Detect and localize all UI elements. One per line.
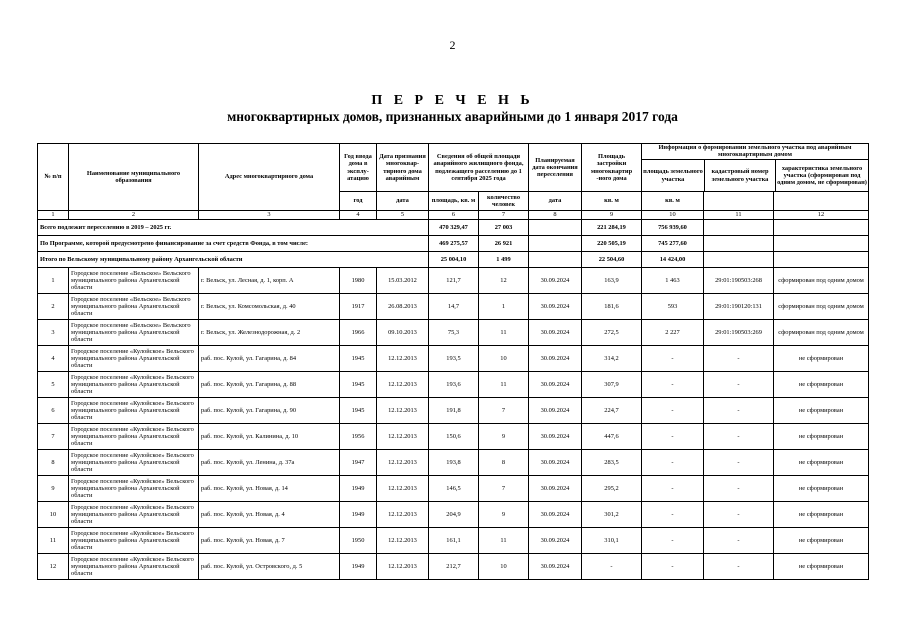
row-cadastral: 29:01:190503:268 — [704, 268, 774, 294]
row-people: 9 — [479, 424, 529, 450]
row-characteristic: не сформирован — [774, 502, 869, 528]
row-municipality: Городское поселение «Вельское» Вельского муниципального района Архангельской области — [69, 320, 199, 346]
row-people: 11 — [479, 528, 529, 554]
row-address: раб. пос. Кулой, ул. Новая, д. 14 — [199, 476, 340, 502]
row-planned-date: 30.09.2024 — [529, 294, 582, 320]
header-building-area: Площадь застройки многоквартир -ного дома — [582, 144, 642, 192]
row-municipality: Городское поселение «Кулойское» Вельского муниципального района Архангельской области — [69, 502, 199, 528]
summary-people: 1 499 — [479, 252, 529, 268]
row-people: 11 — [479, 320, 529, 346]
page-number: 2 — [449, 38, 456, 52]
table-row — [38, 346, 869, 372]
summary-people: 26 921 — [479, 236, 529, 252]
row-building-area: - — [582, 554, 642, 580]
column-number-10: 10 — [642, 211, 704, 220]
column-number-11: 11 — [704, 211, 774, 220]
row-municipality: Городское поселение «Кулойское» Вельского муниципального района Архангельской области — [69, 528, 199, 554]
row-cadastral: - — [704, 398, 774, 424]
row-building-area: 447,6 — [582, 424, 642, 450]
row-people: 9 — [479, 502, 529, 528]
header-num: № п/п — [38, 144, 69, 211]
row-emergency-date: 12.12.2013 — [377, 372, 429, 398]
summary-blank — [529, 252, 582, 268]
row-address: раб. пос. Кулой, ул. Калинина, д. 10 — [199, 424, 340, 450]
row-characteristic: не сформирован — [774, 528, 869, 554]
subheader-sqm: кв. м — [582, 192, 642, 211]
subheader-date2: дата — [529, 192, 582, 211]
row-people: 12 — [479, 268, 529, 294]
row-building-area: 224,7 — [582, 398, 642, 424]
row-municipality: Городское поселение «Кулойское» Вельского муниципального района Архангельской области — [69, 476, 199, 502]
row-planned-date: 30.09.2024 — [529, 424, 582, 450]
subheader-area: площадь, кв. м — [429, 192, 479, 211]
row-number: 12 — [38, 554, 69, 580]
row-emergency-date: 26.08.2013 — [377, 294, 429, 320]
table-row — [38, 294, 869, 320]
row-land-area: - — [642, 450, 704, 476]
row-address: раб. пос. Кулой, ул. Гагарина, д. 84 — [199, 346, 340, 372]
summary-blank — [529, 220, 582, 236]
row-address: г. Вельск, ул. Комсомольская, д. 40 — [199, 294, 340, 320]
row-building-area: 283,5 — [582, 450, 642, 476]
row-land-area: - — [642, 424, 704, 450]
row-characteristic: не сформирован — [774, 450, 869, 476]
row-municipality: Городское поселение «Кулойское» Вельского муниципального района Архангельской области — [69, 450, 199, 476]
row-address: раб. пос. Кулой, ул. Ленина, д. 37а — [199, 450, 340, 476]
summary-blank — [774, 220, 869, 236]
summary-blank — [774, 252, 869, 268]
summary-people: 27 003 — [479, 220, 529, 236]
row-year: 1956 — [340, 424, 377, 450]
row-area: 150,6 — [429, 424, 479, 450]
header-municipality: Наименование муниципального образования — [69, 144, 199, 211]
table-row — [38, 450, 869, 476]
row-number: 3 — [38, 320, 69, 346]
table-row — [38, 502, 869, 528]
summary-land-area: 756 939,60 — [642, 220, 704, 236]
header-address: Адрес многоквартирного дома — [199, 144, 340, 211]
row-land-area: - — [642, 372, 704, 398]
row-year: 1945 — [340, 398, 377, 424]
row-land-area: - — [642, 528, 704, 554]
row-cadastral: - — [704, 424, 774, 450]
row-address: раб. пос. Кулой, ул. Новая, д. 7 — [199, 528, 340, 554]
subheader-blank-2 — [774, 192, 869, 211]
row-number: 11 — [38, 528, 69, 554]
header-cadastral: кадастровый номер земельного участка — [705, 160, 776, 191]
row-land-area: - — [642, 554, 704, 580]
row-address: раб. пос. Кулой, ул. Гагарина, д. 88 — [199, 372, 340, 398]
row-people: 10 — [479, 346, 529, 372]
row-year: 1966 — [340, 320, 377, 346]
summary-blank — [704, 220, 774, 236]
column-number-1: 1 — [38, 211, 69, 220]
row-area: 146,5 — [429, 476, 479, 502]
subheader-date: дата — [377, 192, 429, 211]
row-emergency-date: 12.12.2013 — [377, 554, 429, 580]
column-number-6: 6 — [429, 211, 479, 220]
row-building-area: 314,2 — [582, 346, 642, 372]
column-number-12: 12 — [774, 211, 869, 220]
row-emergency-date: 12.12.2013 — [377, 398, 429, 424]
header-emergency-date: Дата признания многоквар- тирного дома аварийным — [377, 144, 429, 192]
summary-building-area: 22 504,60 — [582, 252, 642, 268]
row-cadastral: 29:01:190120:131 — [704, 294, 774, 320]
row-planned-date: 30.09.2024 — [529, 528, 582, 554]
header-land-info: Информация о формировании земельного участка под аварийным многоквартирным домом — [642, 144, 868, 160]
row-area: 193,8 — [429, 450, 479, 476]
row-building-area: 163,9 — [582, 268, 642, 294]
summary-area: 470 329,47 — [429, 220, 479, 236]
summary-blank — [704, 236, 774, 252]
row-people: 1 — [479, 294, 529, 320]
subheader-sqm2: кв. м — [642, 192, 704, 211]
row-number: 4 — [38, 346, 69, 372]
row-planned-date: 30.09.2024 — [529, 476, 582, 502]
table-row — [38, 320, 869, 346]
row-building-area: 181,6 — [582, 294, 642, 320]
header-planned-date: Планируемая дата окончания переселения — [529, 144, 582, 192]
header-land-group — [642, 144, 869, 192]
row-area: 75,3 — [429, 320, 479, 346]
table-row — [38, 476, 869, 502]
row-people: 7 — [479, 398, 529, 424]
header-land-area: площадь земельного участка — [642, 160, 705, 191]
row-number: 1 — [38, 268, 69, 294]
row-cadastral: - — [704, 346, 774, 372]
row-address: г. Вельск, ул. Лесная, д. 1, корп. А — [199, 268, 340, 294]
row-address: раб. пос. Кулой, ул. Островского, д. 5 — [199, 554, 340, 580]
document-title: П Е Р Е Ч Е Н Ь — [371, 93, 534, 108]
row-emergency-date: 12.12.2013 — [377, 476, 429, 502]
row-building-area: 272,5 — [582, 320, 642, 346]
document-subtitle: многоквартирных домов, признанных аварийными до 1 января 2017 года — [227, 109, 678, 124]
row-year: 1945 — [340, 372, 377, 398]
row-number: 7 — [38, 424, 69, 450]
row-number: 6 — [38, 398, 69, 424]
summary-blank — [529, 236, 582, 252]
row-cadastral: 29:01:190503:269 — [704, 320, 774, 346]
row-area: 161,1 — [429, 528, 479, 554]
row-planned-date: 30.09.2024 — [529, 398, 582, 424]
row-emergency-date: 12.12.2013 — [377, 502, 429, 528]
summary-building-area: 221 284,19 — [582, 220, 642, 236]
table-row — [38, 528, 869, 554]
row-area: 121,7 — [429, 268, 479, 294]
column-number-8: 8 — [529, 211, 582, 220]
row-address: раб. пос. Кулой, ул. Гагарина, д. 90 — [199, 398, 340, 424]
row-characteristic: не сформирован — [774, 346, 869, 372]
table-row — [38, 554, 869, 580]
table-row — [38, 372, 869, 398]
row-land-area: - — [642, 502, 704, 528]
row-people: 8 — [479, 450, 529, 476]
subheader-blank-1 — [704, 192, 774, 211]
summary-land-area: 745 277,60 — [642, 236, 704, 252]
table-row — [38, 268, 869, 294]
row-number: 10 — [38, 502, 69, 528]
column-number-row — [38, 211, 869, 220]
row-address: раб. пос. Кулой, ул. Новая, д. 4 — [199, 502, 340, 528]
row-land-area: - — [642, 398, 704, 424]
row-planned-date: 30.09.2024 — [529, 450, 582, 476]
row-planned-date: 30.09.2024 — [529, 346, 582, 372]
header-year: Год ввода дома в эксплу- атацию — [340, 144, 377, 192]
row-number: 5 — [38, 372, 69, 398]
row-characteristic: сформирован под одним домом — [774, 268, 869, 294]
emergency-housing-table — [37, 143, 869, 580]
row-area: 193,6 — [429, 372, 479, 398]
row-year: 1949 — [340, 502, 377, 528]
summary-row — [38, 236, 869, 252]
row-emergency-date: 12.12.2013 — [377, 424, 429, 450]
summary-row — [38, 252, 869, 268]
row-address: г. Вельск, ул. Железнодорожная, д. 2 — [199, 320, 340, 346]
header-area-info: Сведения об общей площади аварийного жилищного фонда, подлежащего расселению до 1 сентября 2025 года — [429, 144, 529, 192]
summary-area: 25 004,10 — [429, 252, 479, 268]
summary-blank — [774, 236, 869, 252]
row-year: 1947 — [340, 450, 377, 476]
row-land-area: - — [642, 346, 704, 372]
column-number-7: 7 — [479, 211, 529, 220]
subheader-year: год — [340, 192, 377, 211]
row-characteristic: сформирован под одним домом — [774, 294, 869, 320]
row-year: 1917 — [340, 294, 377, 320]
row-year: 1980 — [340, 268, 377, 294]
column-number-4: 4 — [340, 211, 377, 220]
row-emergency-date: 12.12.2013 — [377, 450, 429, 476]
row-planned-date: 30.09.2024 — [529, 268, 582, 294]
row-building-area: 301,2 — [582, 502, 642, 528]
row-municipality: Городское поселение «Кулойское» Вельского муниципального района Архангельской области — [69, 554, 199, 580]
row-people: 10 — [479, 554, 529, 580]
row-characteristic: не сформирован — [774, 554, 869, 580]
row-year: 1949 — [340, 476, 377, 502]
row-planned-date: 30.09.2024 — [529, 554, 582, 580]
row-municipality: Городское поселение «Кулойское» Вельского муниципального района Архангельской области — [69, 346, 199, 372]
row-people: 7 — [479, 476, 529, 502]
row-building-area: 295,2 — [582, 476, 642, 502]
row-emergency-date: 09.10.2013 — [377, 320, 429, 346]
row-characteristic: не сформирован — [774, 476, 869, 502]
column-number-3: 3 — [199, 211, 340, 220]
column-number-9: 9 — [582, 211, 642, 220]
row-area: 204,9 — [429, 502, 479, 528]
summary-row — [38, 220, 869, 236]
row-municipality: Городское поселение «Кулойское» Вельского муниципального района Архангельской области — [69, 398, 199, 424]
row-area: 191,8 — [429, 398, 479, 424]
row-number: 2 — [38, 294, 69, 320]
row-characteristic: сформирован под одним домом — [774, 320, 869, 346]
header-characteristic: характеристика земельного участка (сформирован под одним домом, не сформирован) — [777, 164, 867, 187]
row-emergency-date: 12.12.2013 — [377, 528, 429, 554]
row-characteristic: не сформирован — [774, 424, 869, 450]
row-year: 1950 — [340, 528, 377, 554]
row-building-area: 307,9 — [582, 372, 642, 398]
row-building-area: 310,1 — [582, 528, 642, 554]
row-planned-date: 30.09.2024 — [529, 320, 582, 346]
column-number-2: 2 — [69, 211, 199, 220]
summary-blank — [704, 252, 774, 268]
row-cadastral: - — [704, 372, 774, 398]
subheader-people: количество человек — [479, 192, 529, 211]
row-number: 8 — [38, 450, 69, 476]
row-cadastral: - — [704, 528, 774, 554]
row-land-area: - — [642, 476, 704, 502]
table-row — [38, 398, 869, 424]
row-characteristic: не сформирован — [774, 372, 869, 398]
row-year: 1945 — [340, 346, 377, 372]
row-municipality: Городское поселение «Кулойское» Вельского муниципального района Архангельской области — [69, 424, 199, 450]
summary-area: 469 275,57 — [429, 236, 479, 252]
row-area: 193,5 — [429, 346, 479, 372]
summary-land-area: 14 424,00 — [642, 252, 704, 268]
row-area: 14,7 — [429, 294, 479, 320]
table-row — [38, 424, 869, 450]
summary-building-area: 220 505,19 — [582, 236, 642, 252]
summary-label: По Программе, которой предусмотрено финансирование за счет средств Фонда, в том числе: — [38, 236, 429, 252]
row-emergency-date: 15.03.2012 — [377, 268, 429, 294]
row-municipality: Городское поселение «Вельское» Вельского муниципального района Архангельской области — [69, 268, 199, 294]
row-planned-date: 30.09.2024 — [529, 372, 582, 398]
row-cadastral: - — [704, 554, 774, 580]
row-cadastral: - — [704, 450, 774, 476]
row-land-area: 593 — [642, 294, 704, 320]
row-number: 9 — [38, 476, 69, 502]
summary-label: Всего подлежит переселению в 2019 – 2025 гг. — [38, 220, 429, 236]
row-planned-date: 30.09.2024 — [529, 502, 582, 528]
row-area: 212,7 — [429, 554, 479, 580]
row-cadastral: - — [704, 502, 774, 528]
row-year: 1949 — [340, 554, 377, 580]
row-municipality: Городское поселение «Вельское» Вельского муниципального района Архангельской области — [69, 294, 199, 320]
row-people: 11 — [479, 372, 529, 398]
column-number-5: 5 — [377, 211, 429, 220]
summary-label: Итого по Вельскому муниципальному району Архангельской области — [38, 252, 429, 268]
row-land-area: 2 227 — [642, 320, 704, 346]
row-cadastral: - — [704, 476, 774, 502]
row-emergency-date: 12.12.2013 — [377, 346, 429, 372]
row-land-area: 1 463 — [642, 268, 704, 294]
row-characteristic: не сформирован — [774, 398, 869, 424]
row-municipality: Городское поселение «Кулойское» Вельского муниципального района Архангельской области — [69, 372, 199, 398]
